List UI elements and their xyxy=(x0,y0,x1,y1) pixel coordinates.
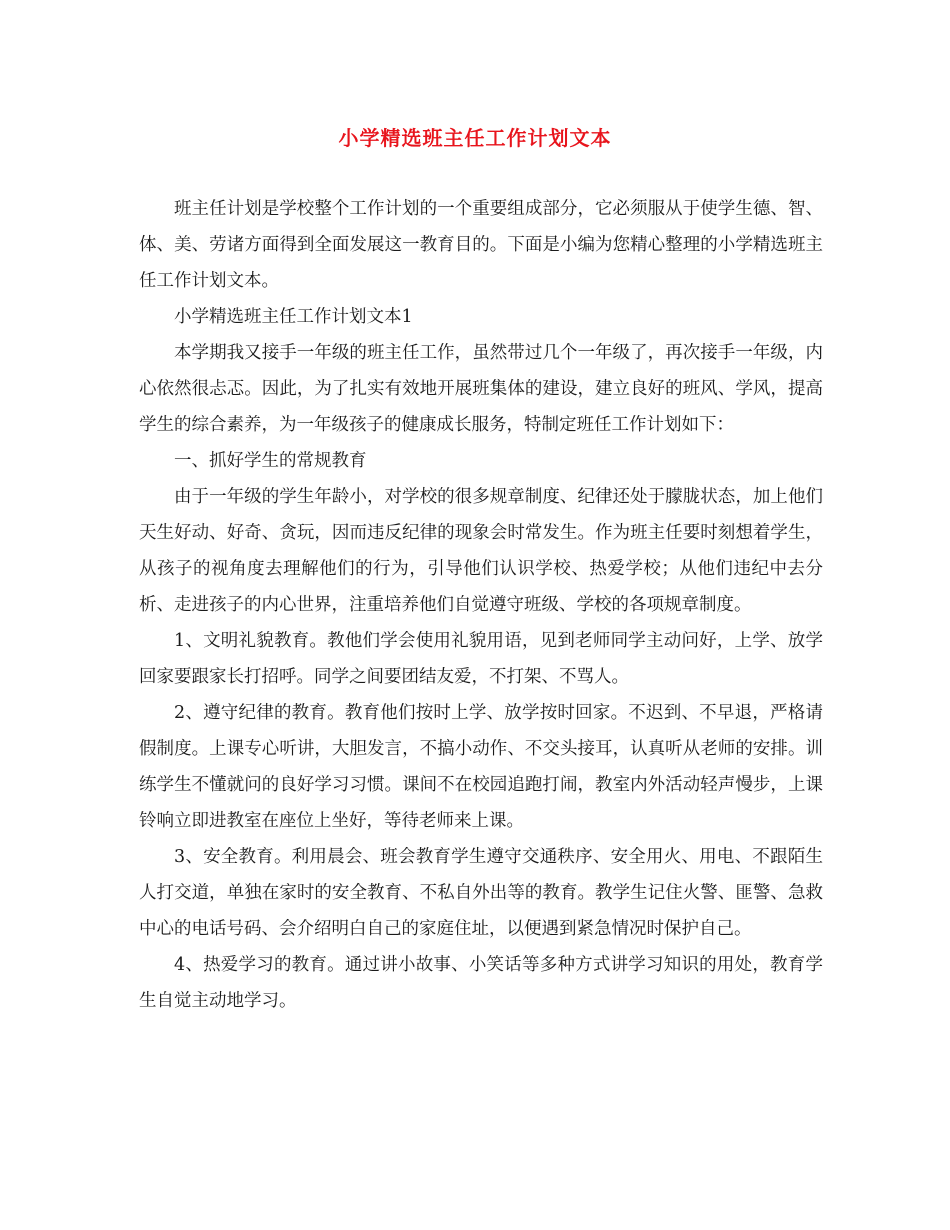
section-heading: 一、抓好学生的常规教育 xyxy=(174,451,367,471)
list-item: 3、安全教育。利用晨会、班会教育学生遵守交通秩序、安全用火、用电、不跟陌生人打交道，单独在家时的安全教育、不私自外出等的教育。教学生记住火警、匪警、急救中心的电话号码、会介绍明白自己的家庭住址，以便遇到紧急情况时保护自己。 xyxy=(139,847,823,939)
list-item: 4、热爱学习的教育。通过讲小故事、小笑话等多种方式讲学习知识的用处，教育学生自觉主动地学习。 xyxy=(139,955,823,1011)
list-item: 2、遵守纪律的教育。教育他们按时上学、放学按时回家。不迟到、不早退，严格请假制度。上课专心听讲，大胆发言，不搞小动作、不交头接耳，认真听从老师的安排。训练学生不懂就问的良好学习习惯。课间不在校园追跑打闹，教室内外活动轻声慢步，上课铃响立即进教室在座位上坐好，等待老师来上课。 xyxy=(139,703,823,831)
body-paragraph: 本学期我又接手一年级的班主任工作，虽然带过几个一年级了，再次接手一年级，内心依然很忐忑。因此，为了扎实有效地开展班集体的建设，建立良好的班风、学风，提高学生的综合素养，为一年级孩子的健康成长服务，特制定班任工作计划如下： xyxy=(139,343,823,435)
document-title: 小学精选班主任工作计划文本 xyxy=(338,126,612,150)
body-paragraph: 由于一年级的学生年龄小，对学校的很多规章制度、纪律还处于朦胧状态，加上他们天生好动、好奇、贪玩，因而违反纪律的现象会时常发生。作为班主任要时刻想着学生，从孩子的视角度去理解他们的行为，引导他们认识学校、热爱学校；从他们违纪中去分析、走进孩子的内心世界，注重培养他们自觉遵守班级、学校的各项规章制度。 xyxy=(139,487,823,615)
intro-paragraph: 班主任计划是学校整个工作计划的一个重要组成部分，它必须服从于使学生德、智、体、美、劳诸方面得到全面发展这一教育目的。下面是小编为您精心整理的小学精选班主任工作计划文本。 xyxy=(139,199,823,291)
document-body xyxy=(139,191,823,1019)
list-item: 1、文明礼貌教育。教他们学会使用礼貌用语，见到老师同学主动问好，上学、放学回家要跟家长打招呼。同学之间要团结友爱，不打架、不骂人。 xyxy=(139,631,823,687)
section-heading: 小学精选班主任工作计划文本1 xyxy=(174,307,413,327)
